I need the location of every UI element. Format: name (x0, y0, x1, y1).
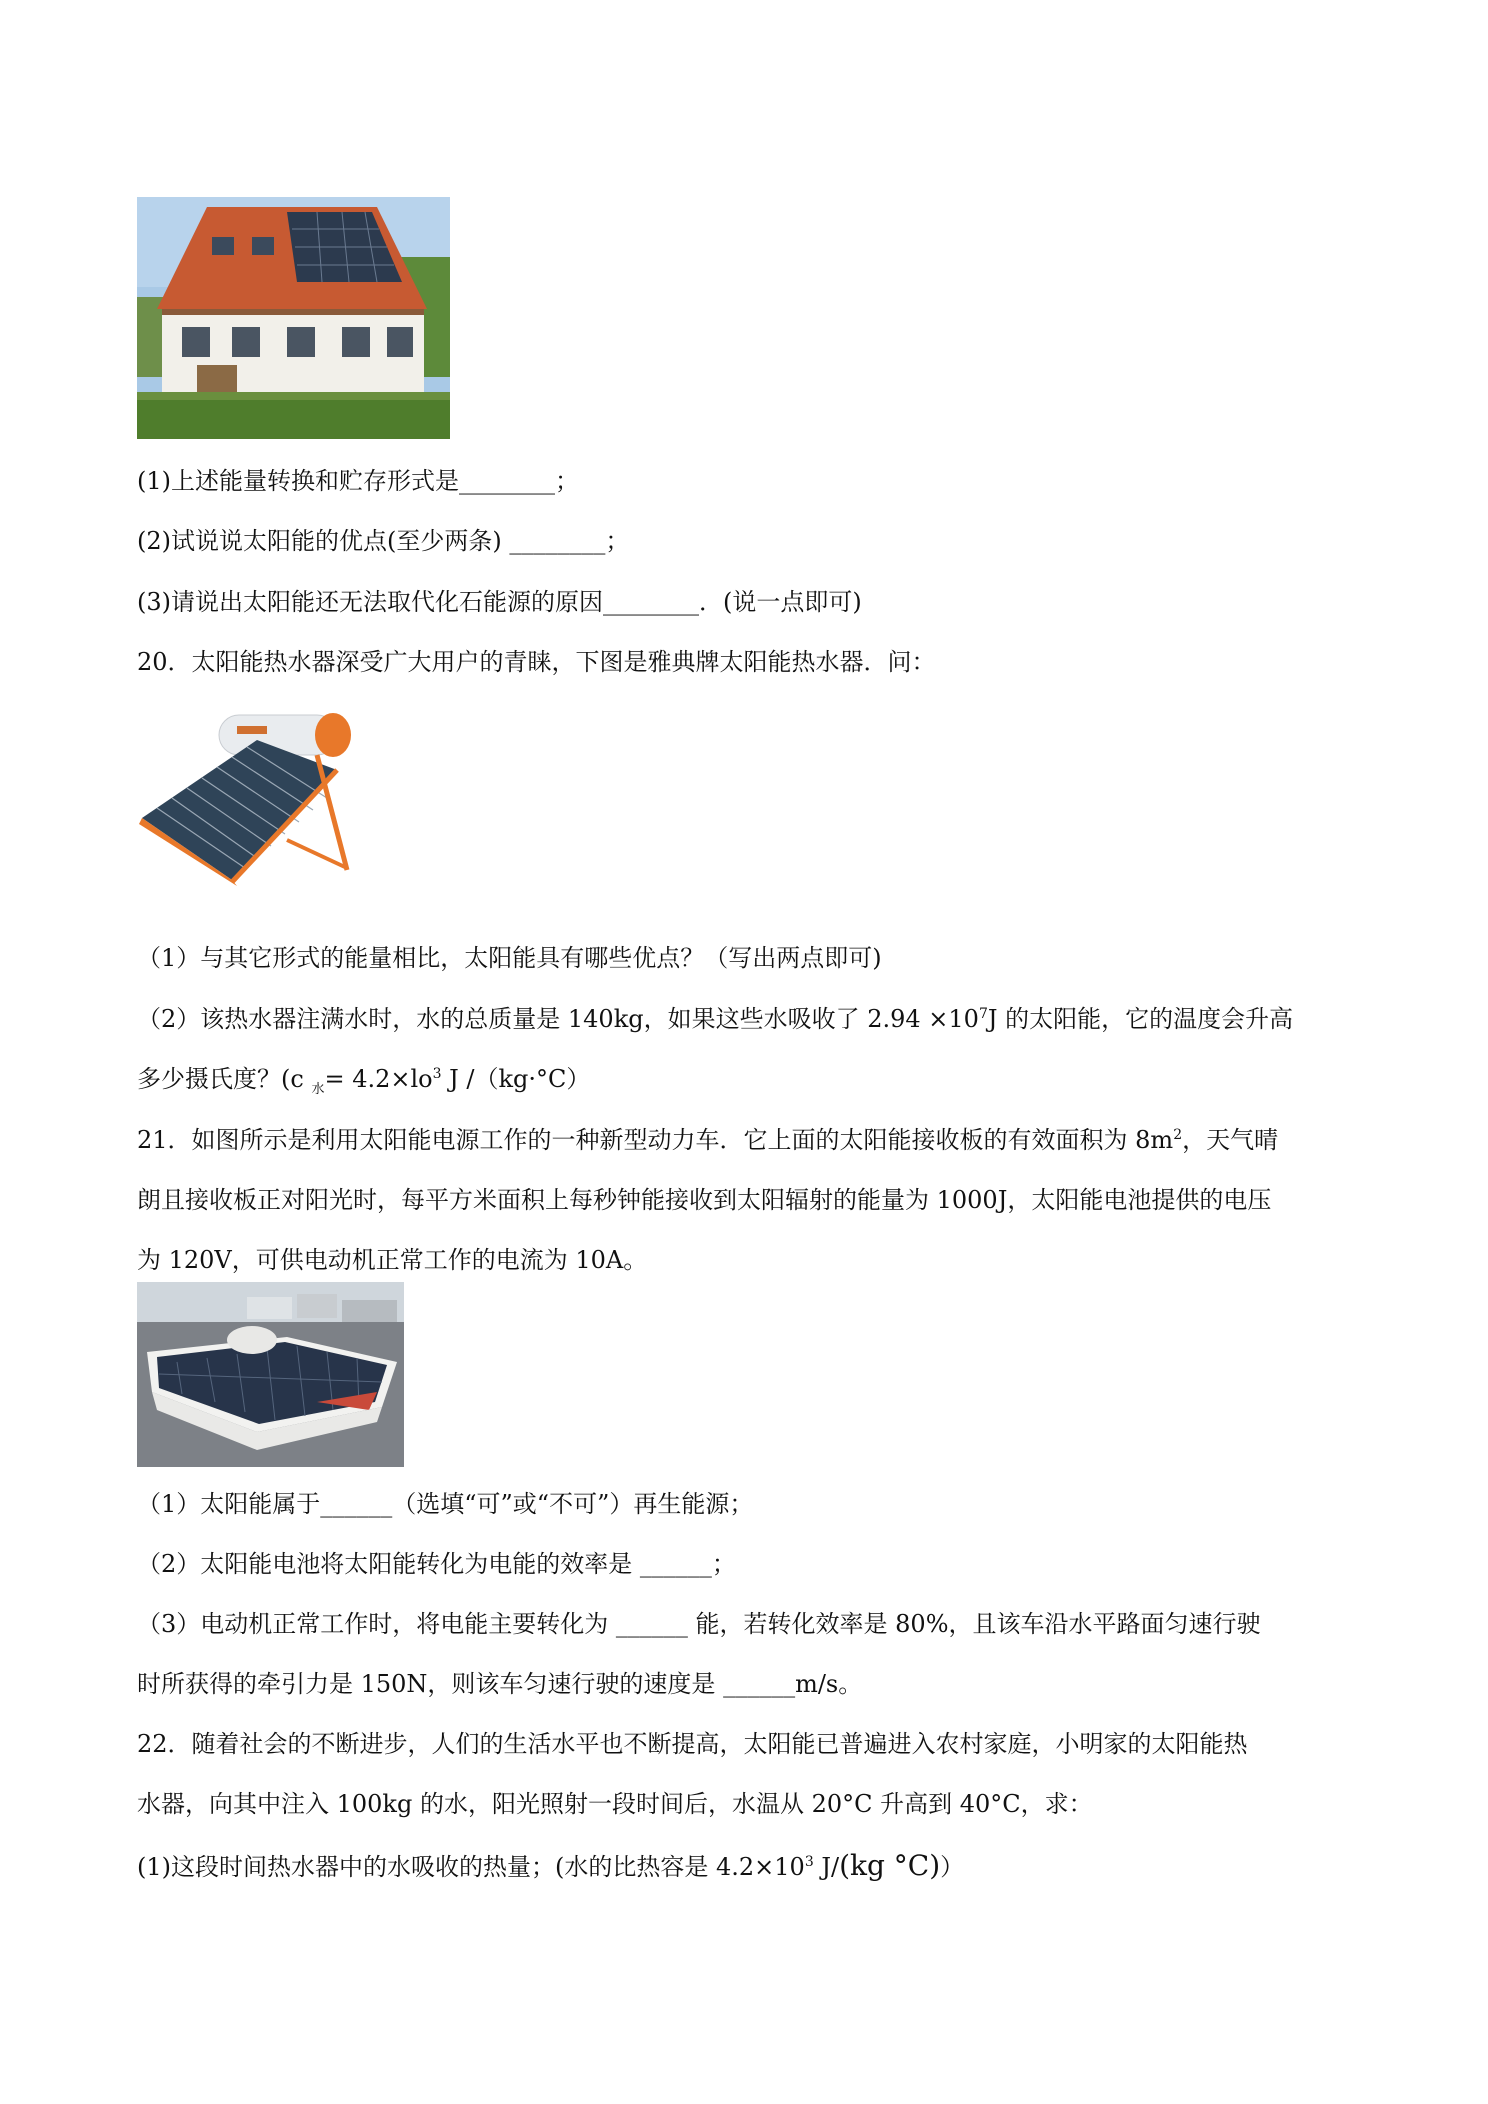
q20-sub2-exponent2: 3 (432, 1066, 442, 1082)
q20-sub2-exponent: 7 (978, 1006, 988, 1022)
q22-sub1-unit: (kg °C) (839, 1849, 941, 1882)
q20-sub2-text-b: J 的太阳能，它的温度会升高 (987, 1005, 1294, 1033)
q22-intro-line2: 水器，向其中注入 100kg 的水，阳光照射一段时间后，水温从 20°C 升高到 40°C，求： (137, 1790, 1093, 1818)
q20-intro: 20．太阳能热水器深受广大用户的青睐，下图是雅典牌太阳能热水器．问： (137, 648, 936, 676)
q21-intro-line2: 朗且接收板正对阳光时，每平方米面积上每秒钟能接收到太阳辐射的能量为 1000J，太阳能电池提供的电压 (137, 1186, 1272, 1214)
q22-intro-line1: 22．随着社会的不断进步，人们的生活水平也不断提高，太阳能已普遍进入农村家庭，小明家的太阳能热 (137, 1730, 1248, 1758)
q19-sub2: (2)试说说太阳能的优点(至少两条) ________； (137, 527, 630, 555)
q21-intro-exponent: 2 (1173, 1127, 1183, 1143)
q21-sub2: （2）太阳能电池将太阳能转化为电能的效率是 ______； (137, 1550, 736, 1578)
q21-sub3-line1: （3）电动机正常工作时，将电能主要转化为 ______ 能，若转化效率是 80%，且该车沿水平路面匀速行驶 (137, 1610, 1261, 1638)
q22-sub1-text-a: (1)这段时间热水器中的水吸收的热量；(水的比热容是 4.2×10 (137, 1853, 805, 1881)
q20-sub2-line1 (137, 1003, 1293, 1035)
q19-sub3: (3)请说出太阳能还无法取代化石能源的原因________．(说一点即可) (137, 588, 862, 616)
solar-water-heater-image (137, 700, 359, 910)
q20-sub2-text-c2: = 4.2×lo (324, 1065, 433, 1093)
q20-sub2-line2 (137, 1063, 590, 1095)
solar-car-image (137, 1282, 404, 1467)
q21-sub1: （1）太阳能属于______（选填“可”或“不可”）再生能源； (137, 1490, 754, 1518)
q22-sub1-text-d: ） (940, 1853, 965, 1881)
q20-sub2-subscript: 水 (311, 1081, 325, 1097)
q22-sub1-exponent: 3 (804, 1854, 814, 1870)
q20-sub1: （1）与其它形式的能量相比，太阳能具有哪些优点？（写出两点即可) (137, 944, 882, 972)
house-solar-roof-image (137, 197, 450, 439)
q22-sub1 (137, 1850, 964, 1883)
q21-intro-text-b: ，天气晴 (1182, 1126, 1279, 1154)
q21-intro-text-a: 21．如图所示是利用太阳能电源工作的一种新型动力车．它上面的太阳能接收板的有效面积为 8m (137, 1126, 1174, 1154)
q21-sub3-line2: 时所获得的牵引力是 150N，则该车匀速行驶的速度是 ______m/s。 (137, 1670, 863, 1698)
q20-sub2-text-c1: 多少摄氏度？(c (137, 1065, 312, 1093)
q21-intro-line1 (137, 1124, 1278, 1156)
q22-sub1-text-b: J/ (813, 1853, 840, 1881)
q19-sub1: (1)上述能量转换和贮存形式是________； (137, 467, 579, 495)
q21-intro-line3: 为 120V，可供电动机正常工作的电流为 10A。 (137, 1246, 648, 1274)
q20-sub2-text-c3: J /（kg·°C） (441, 1065, 591, 1093)
q20-sub2-text-a: （2）该热水器注满水时，水的总质量是 140kg，如果这些水吸收了 2.94 ×10 (137, 1005, 979, 1033)
